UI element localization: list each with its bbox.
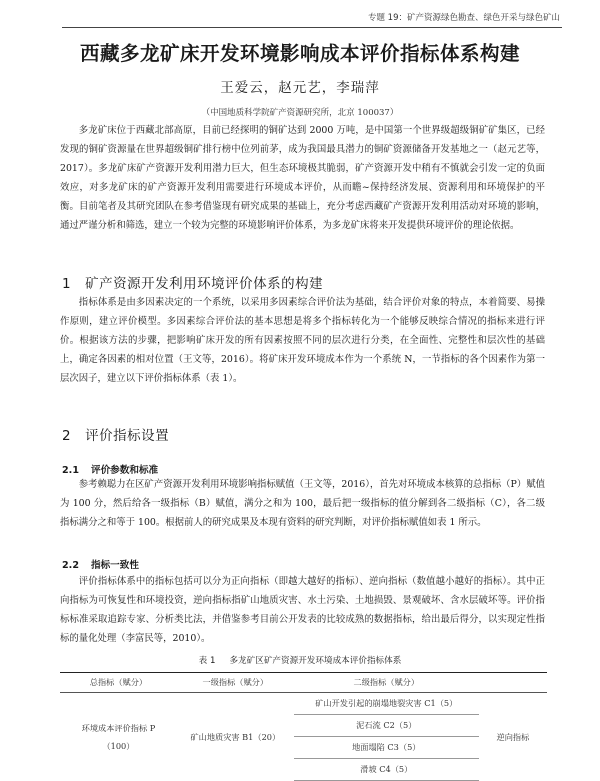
subsection-title: 评价参数和标准 [91,465,159,476]
total-index-score: （100） [102,740,135,751]
header-rule [62,27,562,28]
level2-cell: 泥石流 C2（5） [294,715,479,737]
subsection-number: 2.2 [62,560,79,571]
author-list: 王爱云，赵元艺，李瑞萍 [220,80,380,96]
subsection-2-1-paragraph: 参考赖聪力在区矿产资源开发利用环境影响指标赋值（王文等，2016），首先对环境成本核算的总指标（P）赋值为 100 分，然后给各一级指标（B）赋值，满分之和为 100，最后把一级指标的值分解到各二级指标（C），各二级指标满分之和等于 100。根据前人的研究成果及本现有资料的研究判断，对评价指标赋值如表 1 所示。 [60,479,545,528]
index-table [60,672,547,781]
section-number: 2 [62,428,72,444]
subsection-number: 2.1 [62,465,79,476]
section-1-paragraph: 指标体系是由多因素决定的一个系统，以采用多因素综合评价法为基础，结合评价对象的特点，本着简要、易操作原则，建立评价模型。多因素综合评价法的基本思想是将多个指标转化为一个能够反映综合情况的指标来进行评价。根据该方法的步骤，把影响矿床开发的所有因素按照不同的层次进行分类，在全面性、完整性和层次性的基础上，确定各因素的相对位置（王文等，2016）。将矿床开发环境成本作为一个系统 N，一节指标的各个因素作为第一层次因子，建立以下评价指标体系（表 1）。 [60,297,545,384]
header-level1-index: 一级指标（赋分） [177,673,294,693]
table-header-row [60,673,547,693]
level2-cell: 矿山开发引起的崩塌地裂灾害 C1（5） [294,693,479,715]
section-title: 评价指标设置 [85,428,170,444]
section-heading-2 [62,424,169,444]
direction-cell: 逆向指标 [496,731,530,742]
subsection-heading-2-2 [62,557,139,571]
header-level2-index: 二级指标（赋分） [294,673,479,693]
total-index-name: 环境成本评价指标 P [81,722,156,733]
subsection-title: 指标一致性 [91,560,139,571]
section-title: 矿产资源开发利用环境评价体系的构建 [85,276,324,292]
table-number: 表 1 [198,656,216,666]
level2-cell: 地面塌陷 C3（5） [294,737,479,759]
total-index-cell [60,693,177,781]
paper-title: 西藏多龙矿床开发环境影响成本评价指标体系构建 [79,42,520,65]
intro-paragraph: 多龙矿床位于西藏北部高原，目前已经探明的铜矿达到 2000 万吨，是中国第一个世界级超级铜矿矿集区，已经发现的铜矿资源量在世界超级铜矿排行榜中位列前茅，成为我国最具潜力的铜矿资源储备开发基地之一（赵元艺等，2017）。多龙矿床矿产资源开发利用潜力巨大，但生态环境极其脆弱，矿产资源开发中稍有不慎就会引发一定的负面效应，对多龙矿床的矿产资源开发利用需要进行环境成本评价，从而瞻~保持经济发展、资源利用和环境保护的平衡。目前笔者及其研究团队在参考借鉴现有研究成果的基础上，充分考虑西藏矿产资源开发利用活动对环境的影响，通过严谨分析和筛选，建立一个较为完整的环境影响评价体系，为多龙矿床将来开发提供环境评价的理论依据。 [60,125,545,231]
level2-cell: 滑坡 C4（5） [294,759,479,781]
table-row [60,693,547,715]
section-heading-1 [62,272,323,292]
subsection-2-2-paragraph: 评价指标体系中的指标包括可以分为正向指标（即越大越好的指标）、逆向指标（数值越小越好的指标）。其中正向指标为可恢复性和环境投资，逆向指标指矿山地质灾害、水土污染、土地损毁、景观破坏、含水层破坏等。评价指标标准采取追踪专家、分析类比法，并借鉴参考目前公开发表的比较成熟的数据指标，给出最后得分，以实现定性指标的量化处理（李富民等，2010）。 [60,576,545,644]
header-direction [479,673,547,693]
level1-cell: 矿山地质灾害 B1（20） [190,731,281,742]
running-head: 专题 19：矿产资源绿色勘查、绿色开采与绿色矿山 [367,13,560,23]
subsection-heading-2-1 [62,462,158,476]
header-total-index: 总指标（赋分） [60,673,177,693]
affiliation: （中国地质科学院矿产资源研究所，北京 100037） [201,108,399,118]
section-number: 1 [62,276,72,292]
table-caption [0,654,600,666]
table-caption-text: 多龙矿区矿产资源开发环境成本评价指标体系 [229,656,402,666]
